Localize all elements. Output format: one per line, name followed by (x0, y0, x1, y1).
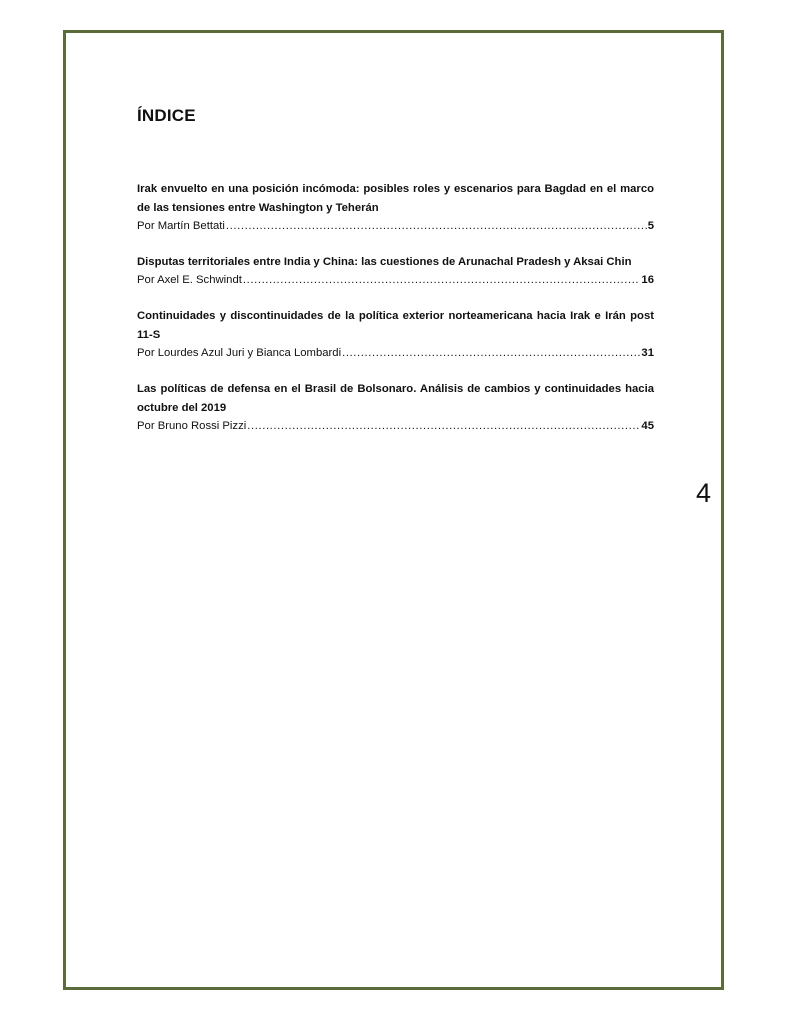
entry-title: Continuidades y discontinuidades de la política exterior norteamericana hacia Irak e Irán post 11-S (137, 310, 654, 341)
entry-author-line (137, 218, 654, 235)
entry-page-number: 45 (641, 420, 654, 432)
entry-author: Por Bruno Rossi Pizzi (137, 420, 247, 432)
entry-title: Las políticas de defensa en el Brasil de Bolsonaro. Análisis de cambios y continuidades hacia octubre del 2019 (137, 383, 654, 414)
toc-entry[interactable] (137, 253, 654, 289)
page-number: 4 (696, 478, 712, 508)
entry-author: Por Martín Bettati (137, 220, 225, 232)
entry-page-number: 16 (641, 274, 654, 286)
entry-page-number: 31 (641, 347, 654, 359)
dot-leader (226, 218, 647, 235)
dot-leader (342, 345, 640, 362)
entry-author-line (137, 345, 654, 362)
entry-author: Por Axel E. Schwindt (137, 274, 242, 286)
dot-leader (243, 272, 641, 289)
index-title: ÍNDICE (137, 106, 196, 125)
entry-author-line (137, 272, 654, 289)
entry-author: Por Lourdes Azul Juri y Bianca Lombardi (137, 347, 342, 359)
toc-entry[interactable] (137, 380, 654, 435)
entry-title: Disputas territoriales entre India y China: las cuestiones de Arunachal Pradesh y Aksai Chin (137, 256, 632, 268)
entry-author-line (137, 418, 654, 435)
entry-page-number: 5 (647, 220, 654, 232)
page-border (63, 30, 724, 990)
dot-leader (247, 418, 640, 435)
entry-title: Irak envuelto en una posición incómoda: posibles roles y escenarios para Bagdad en el marco de las tensiones entre Washington y Teherán (137, 183, 654, 214)
toc-entry[interactable] (137, 180, 654, 235)
table-of-contents (137, 180, 654, 453)
toc-entry[interactable] (137, 307, 654, 362)
